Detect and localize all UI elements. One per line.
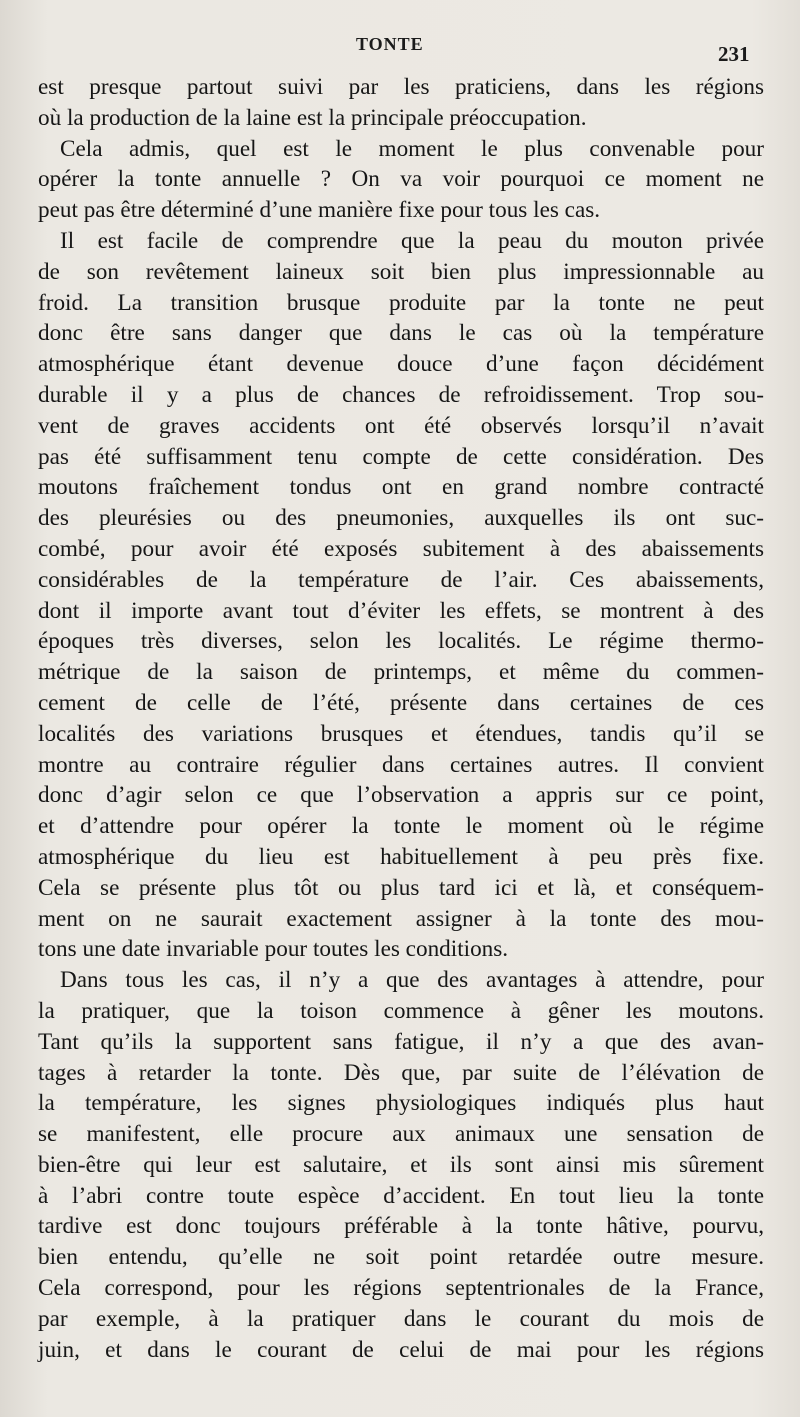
text-line: la pratiquer, que la toison commence à gêner les moutons. (38, 997, 764, 1024)
text-line: Cela correspond, pour les régions septentrionales de la France, (38, 1275, 764, 1302)
text-line: se manifestent, elle procure aux animaux une sensation de (38, 1121, 764, 1148)
text-line: moutons fraîchement tondus ont en grand nombre contracté (38, 474, 764, 501)
text-line: donc être sans danger que dans le cas où la température (38, 320, 764, 347)
text-line: et d’attendre pour opérer la tonte le moment où le régime (38, 813, 764, 840)
text-line: tages à retarder la tonte. Dès que, par suite de l’élévation de (38, 1059, 764, 1086)
paragraph (38, 134, 764, 226)
text-line: tons une date invariable pour toutes les conditions. (38, 936, 509, 963)
page-header (0, 34, 800, 64)
paragraph (38, 72, 764, 134)
text-line: cement de celle de l’été, présente dans certaines de ces (38, 689, 764, 716)
page-number: 231 (718, 42, 750, 66)
text-line: des pleurésies ou des pneumonies, auxquelles ils ont suc- (38, 505, 764, 532)
text-line: donc d’agir selon ce que l’observation a appris sur ce point, (38, 782, 764, 809)
text-line: de son revêtement laineux soit bien plus impressionnable au (38, 258, 764, 285)
text-line: dont il importe avant tout d’éviter les effets, se montrent à des (38, 597, 764, 624)
paragraph (38, 965, 764, 1365)
running-title: TONTE (356, 34, 424, 54)
text-line: montre au contraire régulier dans certaines autres. Il convient (38, 751, 764, 778)
text-line: localités des variations brusques et étendues, tandis qu’il se (38, 720, 764, 747)
text-line: atmosphérique étant devenue douce d’une façon décidément (38, 351, 764, 378)
text-line: opérer la tonte annuelle ? On va voir pourquoi ce moment ne (38, 166, 764, 193)
text-line: atmosphérique du lieu est habituellement à peu près fixe. (38, 843, 764, 870)
text-line: Cela admis, quel est le moment le plus convenable pour (60, 135, 764, 162)
paragraph (38, 226, 764, 965)
text-line: ment on ne saurait exactement assigner à la tonte des mou- (38, 905, 764, 932)
text-line: bien-être qui leur est salutaire, et ils sont ainsi mis sûrement (38, 1151, 764, 1178)
text-line: vent de graves accidents ont été observés lorsqu’il n’avait (38, 412, 764, 439)
text-line: la température, les signes physiologiques indiqués plus haut (38, 1090, 764, 1117)
text-line: Dans tous les cas, il n’y a que des avantages à attendre, pour (60, 967, 764, 994)
text-line: bien entendu, qu’elle ne soit point retardée outre mesure. (38, 1244, 764, 1271)
text-line: à l’abri contre toute espèce d’accident. En tout lieu la tonte (38, 1182, 764, 1209)
text-line: est presque partout suivi par les praticiens, dans les régions (38, 74, 764, 100)
text-line: froid. La transition brusque produite par la tonte ne peut (38, 289, 764, 316)
text-line: combé, pour avoir été exposés subitement à des abaissements (38, 535, 764, 562)
body-text (38, 72, 764, 1365)
text-line: où la production de la laine est la principale préoccupation. (38, 104, 587, 131)
text-line: Cela se présente plus tôt ou plus tard ici et là, et conséquem- (38, 874, 764, 901)
text-line: tardive est donc toujours préférable à la tonte hâtive, pourvu, (38, 1213, 764, 1240)
text-line: durable il y a plus de chances de refroidissement. Trop sou- (38, 381, 764, 408)
text-line: considérables de la température de l’air. Ces abaissements, (38, 566, 764, 593)
text-line: métrique de la saison de printemps, et même du commen- (38, 659, 764, 686)
text-line: époques très diverses, selon les localités. Le régime thermo- (38, 628, 764, 655)
text-line: juin, et dans le courant de celui de mai pour les régions (38, 1336, 764, 1363)
text-line: Tant qu’ils la supportent sans fatigue, il n’y a que des avan- (38, 1028, 764, 1055)
text-line: Il est facile de comprendre que la peau du mouton privée (60, 227, 764, 254)
text-line: par exemple, à la pratiquer dans le courant du mois de (38, 1305, 764, 1332)
text-line: peut pas être déterminé d’une manière fixe pour tous les cas. (38, 197, 601, 224)
text-line: pas été suffisamment tenu compte de cette considération. Des (38, 443, 764, 470)
